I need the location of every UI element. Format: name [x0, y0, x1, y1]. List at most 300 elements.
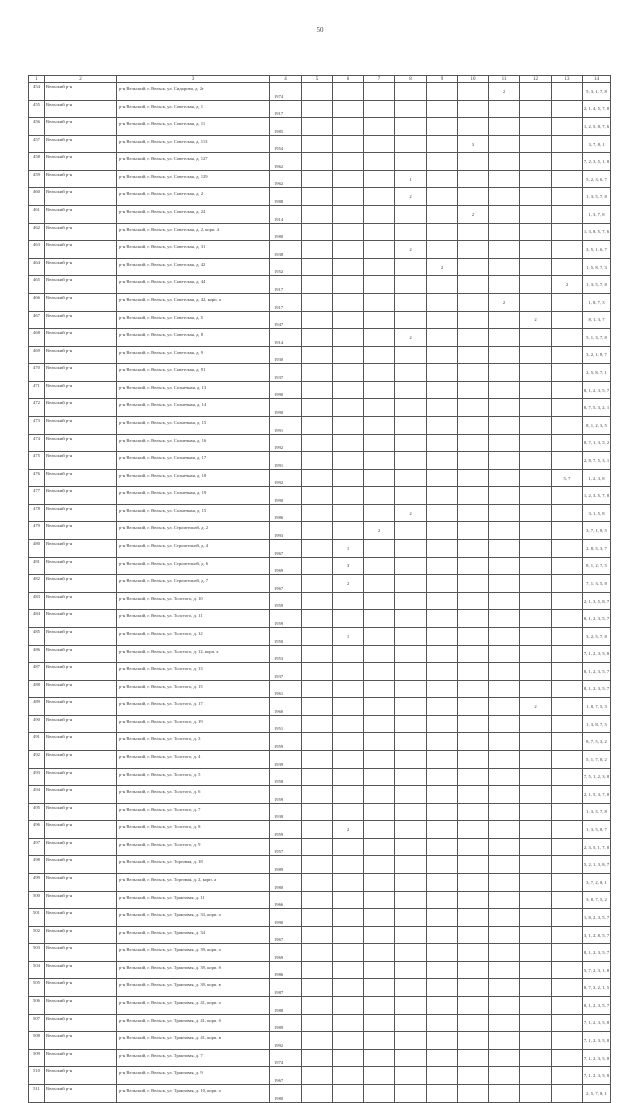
col-11-cell	[489, 469, 520, 487]
col-5-cell	[302, 329, 333, 347]
col-13-cell	[552, 311, 583, 329]
col-8-cell	[395, 821, 427, 839]
district-cell: Вельский р-н	[45, 610, 117, 628]
year-cell: 1990	[270, 381, 302, 399]
col-9-cell	[427, 469, 458, 487]
col-13-cell	[552, 821, 583, 839]
row-number: 506	[29, 997, 45, 1015]
col-11-cell	[489, 575, 520, 593]
row-number: 483	[29, 592, 45, 610]
col-13-cell	[552, 522, 583, 540]
col-13-cell	[552, 944, 583, 962]
column-header: 11	[489, 76, 520, 83]
col-5-cell	[302, 293, 333, 311]
district-cell: Вельский р-н	[45, 258, 117, 276]
table-row	[29, 416, 611, 434]
address-cell: р-н Вельский, г. Вельск, ул. Советская, д. 129	[117, 170, 270, 188]
col-5-cell	[302, 223, 333, 241]
col-10-cell	[458, 118, 489, 136]
table-row	[29, 118, 611, 136]
year-cell: 1980	[270, 874, 302, 892]
col-13-cell	[552, 838, 583, 856]
col-5-cell	[302, 645, 333, 663]
col-11-cell: 2	[489, 83, 520, 101]
col-5-cell	[302, 680, 333, 698]
year-cell: 1958	[270, 768, 302, 786]
col-13-cell	[552, 627, 583, 645]
address-cell: р-н Вельский, г. Вельск, ул. Солнечная, д. 14	[117, 399, 270, 417]
table-row	[29, 434, 611, 452]
address-cell: р-н Вельский, г. Вельск, ул. Трактовая, д. 39, корп. в	[117, 979, 270, 997]
code-cell: 2, 1, 3, 5, 8, 7	[583, 592, 611, 610]
year-cell: 1914	[270, 206, 302, 224]
district-cell: Вельский р-н	[45, 293, 117, 311]
table-row	[29, 1084, 611, 1102]
code-cell: 7, 1, 3, 5, 8	[583, 575, 611, 593]
row-number: 475	[29, 452, 45, 470]
address-cell: р-н Вельский, г. Вельск, ул. Солнечная, д. 15	[117, 504, 270, 522]
row-number: 493	[29, 768, 45, 786]
col-12-cell	[520, 346, 552, 364]
code-cell: 7, 1, 2, 3, 5, 8	[583, 645, 611, 663]
col-5-cell	[302, 399, 333, 417]
col-13-cell	[552, 188, 583, 206]
col-12-cell	[520, 557, 552, 575]
col-6-cell	[333, 592, 364, 610]
col-13-cell	[552, 258, 583, 276]
col-5-cell	[302, 346, 333, 364]
year-cell: 1989	[270, 1014, 302, 1032]
col-7-cell	[364, 118, 395, 136]
col-7-cell	[364, 364, 395, 382]
district-cell: Вельский р-н	[45, 504, 117, 522]
col-6-cell	[333, 346, 364, 364]
year-cell: 1986	[270, 961, 302, 979]
col-6-cell	[333, 293, 364, 311]
code-cell: 1, 8, 7, 3	[583, 293, 611, 311]
district-cell: Вельский р-н	[45, 206, 117, 224]
table-row	[29, 206, 611, 224]
col-11-cell	[489, 188, 520, 206]
row-number: 489	[29, 698, 45, 716]
district-cell: Вельский р-н	[45, 1032, 117, 1050]
address-cell: р-н Вельский, г. Вельск, ул. Советская, д. 5	[117, 311, 270, 329]
col-12-cell: 2	[520, 311, 552, 329]
code-cell: 1, 3, 5, 7, 8	[583, 276, 611, 294]
col-6-cell	[333, 522, 364, 540]
col-13-cell	[552, 241, 583, 259]
col-13-cell	[552, 346, 583, 364]
col-5-cell	[302, 118, 333, 136]
district-cell: Вельский р-н	[45, 311, 117, 329]
col-8-cell	[395, 1067, 427, 1085]
row-number: 474	[29, 434, 45, 452]
year-cell: 1930	[270, 346, 302, 364]
district-cell: Вельский р-н	[45, 979, 117, 997]
col-7-cell	[364, 680, 395, 698]
col-8-cell	[395, 715, 427, 733]
row-number: 454	[29, 83, 45, 101]
col-6-cell	[333, 926, 364, 944]
col-6-cell: 1	[333, 540, 364, 558]
address-cell: р-н Вельский, г. Вельск, ул. Советская, д. 42	[117, 258, 270, 276]
address-cell: р-н Вельский, г. Вельск, ул. Советская, д. 31	[117, 241, 270, 259]
year-cell: 1917	[270, 276, 302, 294]
col-5-cell	[302, 592, 333, 610]
col-13-cell	[552, 1049, 583, 1067]
year-cell: 1947	[270, 311, 302, 329]
year-cell: 1962	[270, 170, 302, 188]
col-6-cell	[333, 944, 364, 962]
row-number: 497	[29, 838, 45, 856]
code-cell: 2, 1, 4, 5, 7, 8	[583, 100, 611, 118]
district-cell: Вельский р-н	[45, 241, 117, 259]
col-11-cell	[489, 399, 520, 417]
table-row	[29, 452, 611, 470]
col-13-cell	[552, 961, 583, 979]
table-row	[29, 1049, 611, 1067]
year-cell: 1967	[270, 540, 302, 558]
col-5-cell	[302, 663, 333, 681]
col-13-cell	[552, 487, 583, 505]
address-cell: р-н Вельский, г. Вельск, ул. Строительей, д. 7	[117, 575, 270, 593]
code-cell: 8, 1, 2, 3, 5	[583, 416, 611, 434]
col-9-cell	[427, 487, 458, 505]
year-cell: 1986	[270, 504, 302, 522]
col-11-cell	[489, 733, 520, 751]
code-cell: 1, 3, 7, 8	[583, 206, 611, 224]
col-10-cell	[458, 311, 489, 329]
row-number: 455	[29, 100, 45, 118]
district-cell: Вельский р-н	[45, 170, 117, 188]
col-10-cell	[458, 100, 489, 118]
row-number: 472	[29, 399, 45, 417]
col-6-cell: 1	[333, 627, 364, 645]
col-6-cell	[333, 1084, 364, 1102]
col-13-cell	[552, 1067, 583, 1085]
address-cell: р-н Вельский, г. Вельск, ул. Советская, д. 127	[117, 153, 270, 171]
address-cell: р-н Вельский, г. Вельск, ул. Солнечная, д. 13	[117, 381, 270, 399]
district-cell: Вельский р-н	[45, 118, 117, 136]
col-8-cell	[395, 926, 427, 944]
year-cell: 1954	[270, 135, 302, 153]
col-6-cell	[333, 206, 364, 224]
col-5-cell	[302, 803, 333, 821]
col-13-cell	[552, 733, 583, 751]
col-7-cell	[364, 645, 395, 663]
col-6-cell	[333, 874, 364, 892]
col-8-cell: 2	[395, 188, 427, 206]
year-cell: 1950	[270, 627, 302, 645]
table-row	[29, 944, 611, 962]
col-9-cell	[427, 997, 458, 1015]
code-cell: 8, 1, 2, 3, 5, 7	[583, 663, 611, 681]
col-7-cell	[364, 909, 395, 927]
code-cell: 3, 7, 2, 8, 1	[583, 874, 611, 892]
address-cell: р-н Вельский, г. Вельск, ул. Толстого, д. 9	[117, 838, 270, 856]
year-cell: 1985	[270, 118, 302, 136]
col-5-cell	[302, 768, 333, 786]
district-cell: Вельский р-н	[45, 346, 117, 364]
district-cell: Вельский р-н	[45, 909, 117, 927]
code-cell: 1, 5, 8, 7, 3	[583, 258, 611, 276]
col-12-cell	[520, 715, 552, 733]
year-cell: 1937	[270, 364, 302, 382]
year-cell: 1959	[270, 821, 302, 839]
col-5-cell	[302, 821, 333, 839]
col-9-cell	[427, 575, 458, 593]
address-cell: р-н Вельский, г. Вельск, ул. Трактовая, д. 41, корп. в	[117, 1032, 270, 1050]
district-cell: Вельский р-н	[45, 1084, 117, 1102]
code-cell: 3, 1, 2, 8, 5, 7	[583, 926, 611, 944]
col-7-cell	[364, 487, 395, 505]
address-cell: р-н Вельский, г. Вельск, ул. Трактовая, д. 34	[117, 926, 270, 944]
col-7-cell	[364, 768, 395, 786]
column-header: 10	[458, 76, 489, 83]
col-6-cell	[333, 733, 364, 751]
col-11-cell	[489, 1084, 520, 1102]
year-cell: 1951	[270, 715, 302, 733]
col-11-cell	[489, 135, 520, 153]
table-row	[29, 610, 611, 628]
year-cell: 1990	[270, 909, 302, 927]
col-6-cell	[333, 223, 364, 241]
code-cell: 5, 2, 1, 3, 8, 7	[583, 856, 611, 874]
col-12-cell	[520, 592, 552, 610]
row-number: 477	[29, 487, 45, 505]
row-number: 471	[29, 381, 45, 399]
col-10-cell	[458, 487, 489, 505]
col-12-cell	[520, 416, 552, 434]
col-9-cell	[427, 83, 458, 101]
col-7-cell	[364, 452, 395, 470]
col-13-cell	[552, 223, 583, 241]
col-8-cell	[395, 979, 427, 997]
col-12-cell	[520, 645, 552, 663]
col-6-cell	[333, 1032, 364, 1050]
year-cell: 1966	[270, 891, 302, 909]
col-7-cell	[364, 856, 395, 874]
address-cell: р-н Вельский, г. Вельск, ул. Советская, д. 2	[117, 188, 270, 206]
col-12-cell	[520, 997, 552, 1015]
row-number: 460	[29, 188, 45, 206]
col-13-cell	[552, 575, 583, 593]
col-10-cell	[458, 1067, 489, 1085]
col-11-cell	[489, 170, 520, 188]
year-cell: 1938	[270, 241, 302, 259]
code-cell: 1, 8, 7, 5, 3	[583, 698, 611, 716]
col-7-cell	[364, 399, 395, 417]
col-10-cell	[458, 399, 489, 417]
col-8-cell: 2	[395, 504, 427, 522]
col-12-cell	[520, 153, 552, 171]
district-cell: Вельский р-н	[45, 997, 117, 1015]
code-cell: 7, 1, 2, 3, 5, 8	[583, 1014, 611, 1032]
year-cell: 1990	[270, 487, 302, 505]
code-cell: 1, 2, 5, 8, 7, 6	[583, 118, 611, 136]
col-7-cell	[364, 786, 395, 804]
col-8-cell	[395, 118, 427, 136]
col-7-cell	[364, 926, 395, 944]
col-11-cell	[489, 592, 520, 610]
address-cell: р-н Вельский, г. Вельск, ул. Толстого, д. 7	[117, 803, 270, 821]
col-10-cell	[458, 680, 489, 698]
year-cell: 1988	[270, 997, 302, 1015]
address-cell: р-н Вельский, г. Вельск, ул. Трактовая, д. 10, корп. а	[117, 1084, 270, 1102]
address-cell: р-н Вельский, г. Вельск, ул. Солнечная, д. 18	[117, 469, 270, 487]
col-12-cell	[520, 522, 552, 540]
col-11-cell	[489, 838, 520, 856]
col-9-cell	[427, 627, 458, 645]
column-header: 2	[45, 76, 117, 83]
col-11-cell	[489, 522, 520, 540]
col-11-cell	[489, 856, 520, 874]
table-row	[29, 1032, 611, 1050]
row-number: 461	[29, 206, 45, 224]
col-9-cell	[427, 206, 458, 224]
col-10-cell	[458, 416, 489, 434]
column-header: 1	[29, 76, 45, 83]
col-10-cell	[458, 891, 489, 909]
col-7-cell	[364, 575, 395, 593]
table-row	[29, 170, 611, 188]
col-8-cell	[395, 575, 427, 593]
col-13-cell	[552, 592, 583, 610]
row-number: 508	[29, 1032, 45, 1050]
table-row	[29, 399, 611, 417]
col-5-cell	[302, 856, 333, 874]
col-6-cell	[333, 838, 364, 856]
table-row	[29, 258, 611, 276]
col-8-cell	[395, 645, 427, 663]
year-cell: 1990	[270, 399, 302, 417]
col-12-cell	[520, 504, 552, 522]
col-6-cell	[333, 504, 364, 522]
col-13-cell	[552, 557, 583, 575]
col-13-cell	[552, 1032, 583, 1050]
col-10-cell	[458, 838, 489, 856]
col-10-cell	[458, 856, 489, 874]
col-5-cell	[302, 206, 333, 224]
address-cell: р-н Вельский, г. Вельск, ул. Солнечная, д. 17	[117, 452, 270, 470]
code-cell: 8, 1, 2, 7, 5	[583, 557, 611, 575]
year-cell: 1953	[270, 645, 302, 663]
col-6-cell	[333, 786, 364, 804]
district-cell: Вельский р-н	[45, 540, 117, 558]
row-number: 494	[29, 786, 45, 804]
col-10-cell	[458, 293, 489, 311]
col-8-cell	[395, 803, 427, 821]
col-7-cell	[364, 557, 395, 575]
row-number: 468	[29, 329, 45, 347]
address-cell: р-н Вельский, г. Вельск, ул. Торговая, д. 18	[117, 856, 270, 874]
district-cell: Вельский р-н	[45, 399, 117, 417]
col-5-cell	[302, 83, 333, 101]
year-cell: 1991	[270, 416, 302, 434]
district-cell: Вельский р-н	[45, 663, 117, 681]
address-cell: р-н Вельский, г. Вельск, ул. Трактовая, д. 41, корп. б	[117, 1014, 270, 1032]
col-8-cell	[395, 381, 427, 399]
year-cell: 1939	[270, 750, 302, 768]
col-5-cell	[302, 452, 333, 470]
col-9-cell	[427, 663, 458, 681]
col-12-cell	[520, 1049, 552, 1067]
code-cell: 8, 1, 3, 7	[583, 311, 611, 329]
col-5-cell	[302, 891, 333, 909]
col-9-cell	[427, 311, 458, 329]
col-13-cell	[552, 680, 583, 698]
header-row	[29, 76, 611, 83]
col-11-cell	[489, 979, 520, 997]
col-12-cell	[520, 821, 552, 839]
row-number: 500	[29, 891, 45, 909]
col-13-cell	[552, 364, 583, 382]
row-number: 487	[29, 663, 45, 681]
column-header: 8	[395, 76, 427, 83]
col-11-cell	[489, 874, 520, 892]
col-9-cell	[427, 786, 458, 804]
col-11-cell	[489, 997, 520, 1015]
code-cell: 7, 1, 2, 3, 5, 8	[583, 1032, 611, 1050]
row-number: 485	[29, 627, 45, 645]
col-13-cell	[552, 452, 583, 470]
col-11-cell	[489, 434, 520, 452]
district-cell: Вельский р-н	[45, 487, 117, 505]
col-6-cell	[333, 891, 364, 909]
table-row	[29, 926, 611, 944]
address-cell: р-н Вельский, г. Вельск, ул. Советская, д. 8	[117, 329, 270, 347]
col-9-cell	[427, 381, 458, 399]
col-12-cell	[520, 856, 552, 874]
col-10-cell	[458, 768, 489, 786]
col-11-cell	[489, 750, 520, 768]
col-5-cell	[302, 522, 333, 540]
row-number: 467	[29, 311, 45, 329]
col-10-cell	[458, 698, 489, 716]
year-cell: 1992	[270, 1032, 302, 1050]
row-number: 499	[29, 874, 45, 892]
col-7-cell	[364, 311, 395, 329]
address-cell: р-н Вельский, г. Вельск, ул. Солнечная, д. 16	[117, 434, 270, 452]
year-cell: 1952	[270, 258, 302, 276]
col-7-cell	[364, 663, 395, 681]
column-header: 5	[302, 76, 333, 83]
col-5-cell	[302, 434, 333, 452]
col-7-cell	[364, 1067, 395, 1085]
col-9-cell	[427, 1084, 458, 1102]
col-7-cell	[364, 100, 395, 118]
col-10-cell	[458, 750, 489, 768]
table-row	[29, 504, 611, 522]
register-table	[28, 75, 611, 1103]
year-cell: 1959	[270, 610, 302, 628]
col-11-cell	[489, 364, 520, 382]
col-11-cell	[489, 416, 520, 434]
col-6-cell	[333, 276, 364, 294]
col-13-cell	[552, 381, 583, 399]
col-13-cell	[552, 83, 583, 101]
col-11-cell	[489, 258, 520, 276]
code-cell: 1, 3, 8, 5, 7, 6	[583, 223, 611, 241]
col-7-cell	[364, 206, 395, 224]
table-row	[29, 223, 611, 241]
col-8-cell	[395, 434, 427, 452]
district-cell: Вельский р-н	[45, 698, 117, 716]
col-11-cell	[489, 909, 520, 927]
col-13-cell	[552, 750, 583, 768]
col-8-cell	[395, 153, 427, 171]
col-10-cell	[458, 627, 489, 645]
